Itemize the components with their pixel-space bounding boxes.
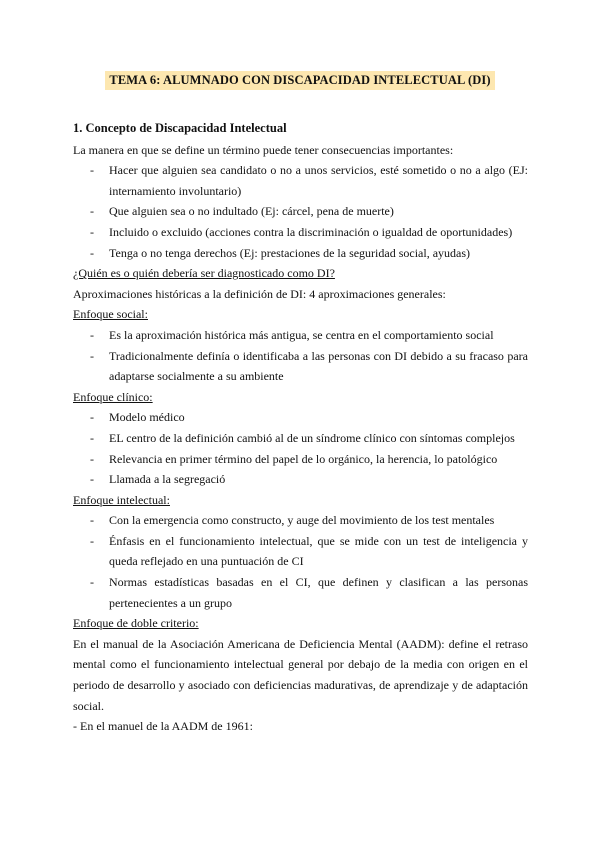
heading-enfoque-intelectual: Enfoque intelectual: (73, 492, 170, 507)
list-item: - Llamada a la segregació (73, 469, 528, 490)
list-item: - Relevancia en primer término del papel de lo orgánico, la herencia, lo patológico (73, 449, 528, 470)
list-item: - Normas estadísticas basadas en el CI, que definen y clasifican a las personas pertenecientes a un grupo (73, 572, 528, 613)
section-heading-concepto: 1. Concepto de Discapacidad Intelectual (73, 121, 287, 135)
list-item: - Modelo médico (73, 407, 528, 428)
approaches-intro: Aproximaciones históricas a la definición de DI: 4 aproximaciones generales: (73, 286, 446, 301)
title-container (0, 71, 600, 90)
aadm-paragraph: En el manual de la Asociación Americana de Deficiencia Mental (AADM): define el retraso mental como el funcionamiento intelectual general por debajo de la media con origen en el periodo de desarrollo y asociado con deficiencias madurativas, de aprendizaje y de adaptación social. (73, 636, 528, 713)
page-title: TEMA 6: ALUMNADO CON DISCAPACIDAD INTELECTUAL (DI) (105, 71, 494, 90)
list-item: - Énfasis en el funcionamiento intelectual, que se mide con un test de inteligencia y queda reflejado en una puntuación de CI (73, 531, 528, 572)
social-list (73, 325, 528, 387)
document-body (73, 118, 528, 737)
clinico-list (73, 407, 528, 489)
list-item: - Con la emergencia como constructo, y auge del movimiento de los test mentales (73, 510, 528, 531)
list-item: - Que alguien sea o no indultado (Ej: cárcel, pena de muerte) (73, 201, 528, 222)
list-item: - Incluido o excluido (acciones contra la discriminación o igualdad de oportunidades) (73, 222, 528, 243)
list-item: - Hacer que alguien sea candidato o no a unos servicios, esté sometido o no a algo (EJ: internamiento involuntario) (73, 160, 528, 201)
aadm-1961-line: - En el manuel de la AADM de 1961: (73, 719, 253, 734)
heading-enfoque-clinico: Enfoque clínico: (73, 389, 153, 404)
heading-enfoque-social: Enfoque social: (73, 307, 148, 322)
list-item: - Es la aproximación histórica más antigua, se centra en el comportamiento social (73, 325, 528, 346)
list-item: - EL centro de la definición cambió al de un síndrome clínico con síntomas complejos (73, 428, 528, 449)
consequences-list (73, 160, 528, 263)
heading-enfoque-doble-criterio: Enfoque de doble criterio: (73, 616, 199, 631)
intro-paragraph: La manera en que se define un término puede tener consecuencias importantes: (73, 142, 454, 157)
list-item: - Tenga o no tenga derechos (Ej: prestaciones de la seguridad social, ayudas) (73, 243, 528, 264)
diagnosis-question: ¿Quién es o quién debería ser diagnosticado como DI? (73, 266, 335, 281)
intelectual-list (73, 510, 528, 613)
list-item: - Tradicionalmente definía o identificaba a las personas con DI debido a su fracaso para adaptarse socialmente a su ambiente (73, 346, 528, 387)
